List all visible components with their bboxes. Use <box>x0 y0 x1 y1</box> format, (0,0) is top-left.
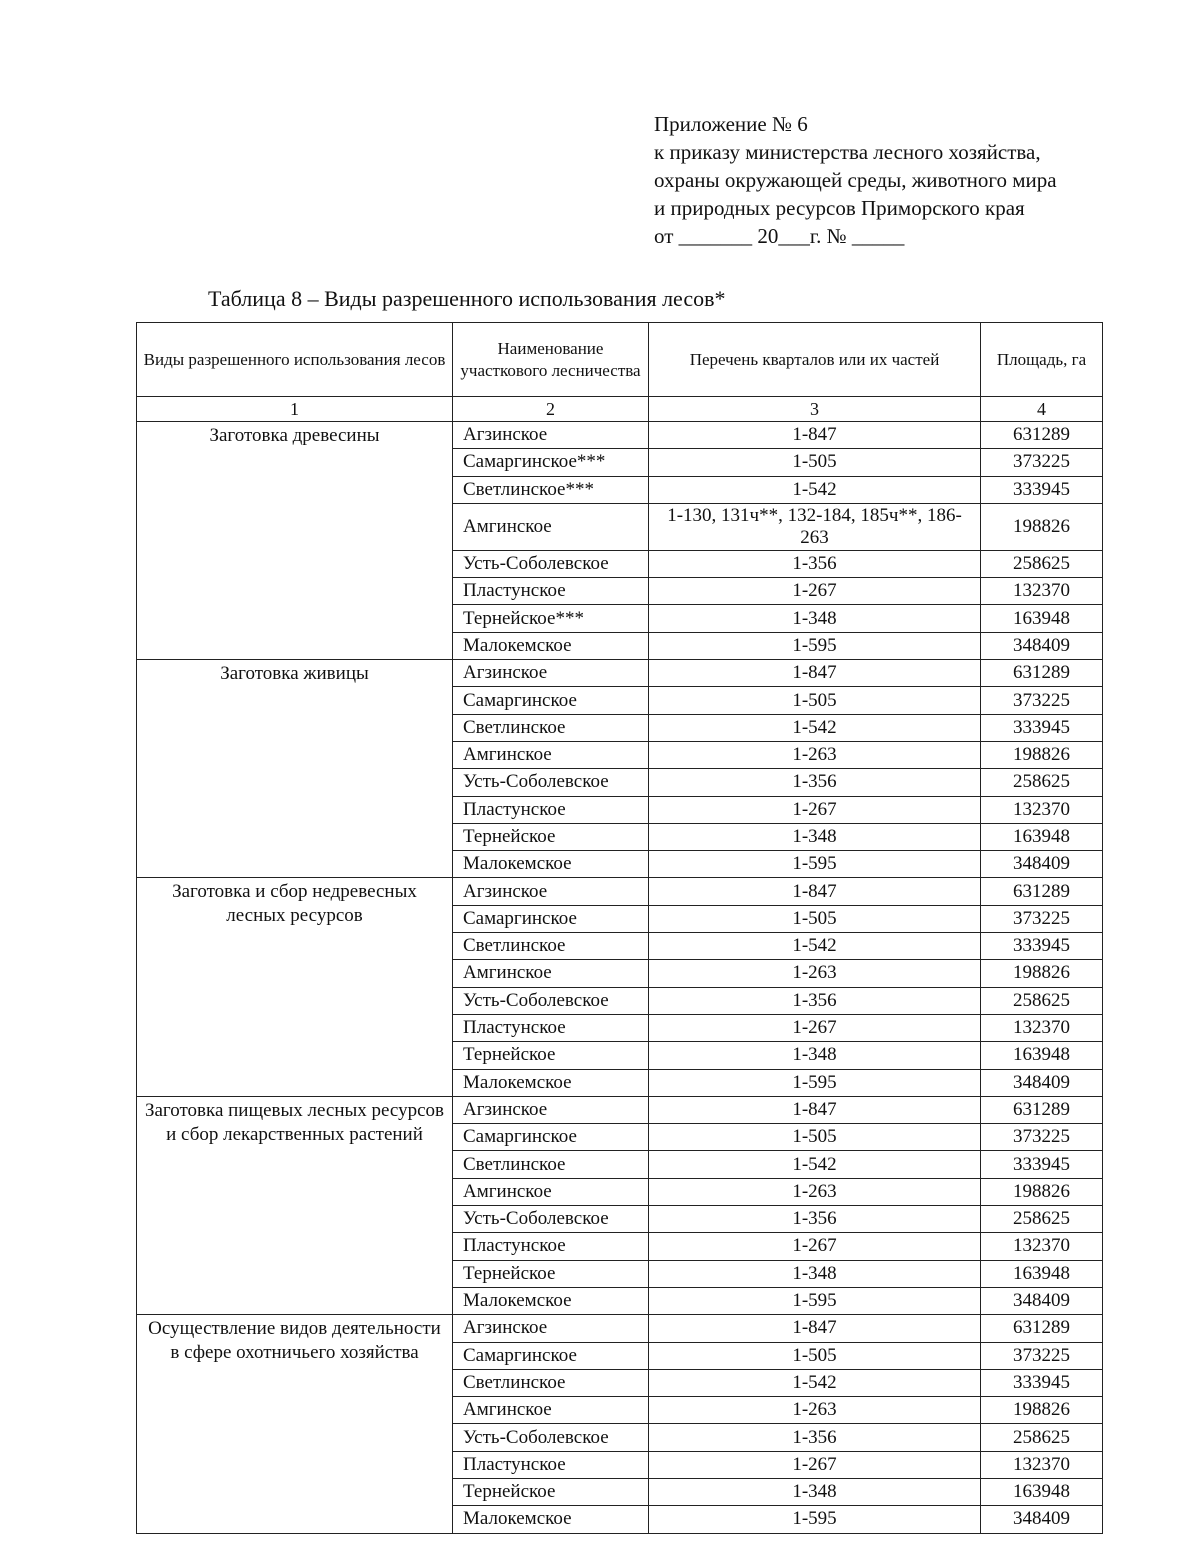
forestry-cell: Амгинское <box>453 503 649 550</box>
table-row <box>137 878 1103 905</box>
area-cell: 163948 <box>981 1042 1103 1069</box>
quarters-cell: 1-847 <box>649 1315 981 1342</box>
area-cell: 258625 <box>981 1206 1103 1233</box>
table-body <box>137 422 1103 1534</box>
quarters-cell: 1-348 <box>649 1478 981 1505</box>
quarters-cell: 1-348 <box>649 1042 981 1069</box>
area-cell: 198826 <box>981 960 1103 987</box>
area-cell: 198826 <box>981 1397 1103 1424</box>
area-cell: 163948 <box>981 823 1103 850</box>
quarters-cell: 1-348 <box>649 1260 981 1287</box>
area-cell: 333945 <box>981 933 1103 960</box>
appendix-line: Приложение № 6 <box>654 112 808 136</box>
column-header: Перечень кварталов или их частей <box>649 323 981 397</box>
area-cell: 258625 <box>981 1424 1103 1451</box>
area-cell: 163948 <box>981 1478 1103 1505</box>
forestry-cell: Амгинское <box>453 960 649 987</box>
forestry-cell: Пластунское <box>453 1451 649 1478</box>
use-type-cell: Заготовка древесины <box>137 422 453 660</box>
quarters-cell: 1-542 <box>649 476 981 503</box>
area-cell: 348409 <box>981 1287 1103 1314</box>
area-cell: 373225 <box>981 1342 1103 1369</box>
area-cell: 163948 <box>981 605 1103 632</box>
appendix-line: к приказу министерства лесного хозяйства, <box>654 140 1041 164</box>
area-cell: 631289 <box>981 878 1103 905</box>
forestry-cell: Малокемское <box>453 1506 649 1533</box>
area-cell: 333945 <box>981 714 1103 741</box>
area-cell: 333945 <box>981 1151 1103 1178</box>
quarters-cell: 1-263 <box>649 741 981 768</box>
area-cell: 373225 <box>981 905 1103 932</box>
quarters-cell: 1-505 <box>649 905 981 932</box>
area-cell: 373225 <box>981 687 1103 714</box>
quarters-cell: 1-595 <box>649 1069 981 1096</box>
forestry-cell: Малокемское <box>453 1069 649 1096</box>
forestry-cell: Тернейское <box>453 1478 649 1505</box>
table-row <box>137 1315 1103 1342</box>
quarters-cell: 1-267 <box>649 1014 981 1041</box>
area-cell: 373225 <box>981 449 1103 476</box>
forestry-cell: Пластунское <box>453 578 649 605</box>
area-cell: 348409 <box>981 1069 1103 1096</box>
quarters-cell: 1-847 <box>649 1096 981 1123</box>
area-cell: 198826 <box>981 1178 1103 1205</box>
forestry-cell: Тернейское <box>453 1042 649 1069</box>
forestry-cell: Малокемское <box>453 632 649 659</box>
column-header: Площадь, га <box>981 323 1103 397</box>
forestry-cell: Светлинское <box>453 933 649 960</box>
appendix-header <box>654 110 1057 250</box>
use-type-cell: Заготовка и сбор недревесных лесных ресурсов <box>137 878 453 1096</box>
quarters-cell: 1-505 <box>649 687 981 714</box>
quarters-cell: 1-542 <box>649 933 981 960</box>
area-cell: 631289 <box>981 660 1103 687</box>
forest-use-table <box>136 322 1103 1534</box>
forestry-cell: Амгинское <box>453 741 649 768</box>
forestry-cell: Тернейское <box>453 823 649 850</box>
area-cell: 132370 <box>981 1451 1103 1478</box>
area-cell: 631289 <box>981 1315 1103 1342</box>
quarters-cell: 1-847 <box>649 660 981 687</box>
forestry-cell: Усть-Соболевское <box>453 1206 649 1233</box>
quarters-cell: 1-263 <box>649 1397 981 1424</box>
quarters-cell: 1-595 <box>649 1506 981 1533</box>
forestry-cell: Пластунское <box>453 1014 649 1041</box>
quarters-cell: 1-542 <box>649 714 981 741</box>
quarters-cell: 1-267 <box>649 578 981 605</box>
quarters-cell: 1-263 <box>649 1178 981 1205</box>
quarters-cell: 1-595 <box>649 851 981 878</box>
column-number: 3 <box>649 397 981 422</box>
quarters-cell: 1-356 <box>649 987 981 1014</box>
appendix-line: от _______ 20___г. № _____ <box>654 224 905 248</box>
forestry-cell: Самаргинское <box>453 905 649 932</box>
column-number-row <box>137 397 1103 422</box>
area-cell: 198826 <box>981 741 1103 768</box>
quarters-cell: 1-348 <box>649 823 981 850</box>
forestry-cell: Тернейское*** <box>453 605 649 632</box>
use-type-cell: Осуществление видов деятельности в сфере охотничьего хозяйства <box>137 1315 453 1533</box>
area-cell: 348409 <box>981 632 1103 659</box>
forestry-cell: Агзинское <box>453 1096 649 1123</box>
column-header: Виды разрешенного использования лесов <box>137 323 453 397</box>
forestry-cell: Светлинское <box>453 1369 649 1396</box>
area-cell: 132370 <box>981 796 1103 823</box>
area-cell: 373225 <box>981 1124 1103 1151</box>
forestry-cell: Усть-Соболевское <box>453 550 649 577</box>
quarters-cell: 1-356 <box>649 769 981 796</box>
forestry-cell: Амгинское <box>453 1178 649 1205</box>
column-number: 1 <box>137 397 453 422</box>
area-cell: 132370 <box>981 578 1103 605</box>
area-cell: 348409 <box>981 851 1103 878</box>
table-row <box>137 422 1103 449</box>
quarters-cell: 1-356 <box>649 550 981 577</box>
forestry-cell: Агзинское <box>453 660 649 687</box>
column-header: Наименование участкового лесничества <box>453 323 649 397</box>
area-cell: 258625 <box>981 987 1103 1014</box>
area-cell: 258625 <box>981 550 1103 577</box>
quarters-cell: 1-267 <box>649 796 981 823</box>
forestry-cell: Самаргинское*** <box>453 449 649 476</box>
area-cell: 333945 <box>981 476 1103 503</box>
quarters-cell: 1-267 <box>649 1233 981 1260</box>
quarters-cell: 1-505 <box>649 449 981 476</box>
area-cell: 631289 <box>981 1096 1103 1123</box>
forestry-cell: Усть-Соболевское <box>453 987 649 1014</box>
forestry-cell: Малокемское <box>453 851 649 878</box>
forestry-cell: Малокемское <box>453 1287 649 1314</box>
quarters-cell: 1-847 <box>649 422 981 449</box>
forestry-cell: Светлинское*** <box>453 476 649 503</box>
quarters-cell: 1-542 <box>649 1151 981 1178</box>
quarters-cell: 1-595 <box>649 632 981 659</box>
forestry-cell: Пластунское <box>453 1233 649 1260</box>
appendix-line: и природных ресурсов Приморского края <box>654 196 1025 220</box>
column-number: 2 <box>453 397 649 422</box>
quarters-cell: 1-130, 131ч**, 132-184, 185ч**, 186-263 <box>649 503 981 550</box>
quarters-cell: 1-505 <box>649 1342 981 1369</box>
quarters-cell: 1-595 <box>649 1287 981 1314</box>
forestry-cell: Самаргинское <box>453 687 649 714</box>
forestry-cell: Тернейское <box>453 1260 649 1287</box>
forestry-cell: Самаргинское <box>453 1124 649 1151</box>
appendix-line: охраны окружающей среды, животного мира <box>654 168 1057 192</box>
area-cell: 631289 <box>981 422 1103 449</box>
forestry-cell: Самаргинское <box>453 1342 649 1369</box>
quarters-cell: 1-542 <box>649 1369 981 1396</box>
forestry-cell: Агзинское <box>453 422 649 449</box>
area-cell: 132370 <box>981 1014 1103 1041</box>
forestry-cell: Амгинское <box>453 1397 649 1424</box>
use-type-cell: Заготовка живицы <box>137 660 453 878</box>
quarters-cell: 1-348 <box>649 605 981 632</box>
forestry-cell: Усть-Соболевское <box>453 769 649 796</box>
column-number: 4 <box>981 397 1103 422</box>
use-type-cell: Заготовка пищевых лесных ресурсов и сбор лекарственных растений <box>137 1096 453 1314</box>
table-row <box>137 660 1103 687</box>
forestry-cell: Усть-Соболевское <box>453 1424 649 1451</box>
area-cell: 333945 <box>981 1369 1103 1396</box>
area-cell: 258625 <box>981 769 1103 796</box>
table-header-row <box>137 323 1103 397</box>
quarters-cell: 1-847 <box>649 878 981 905</box>
area-cell: 132370 <box>981 1233 1103 1260</box>
table-row <box>137 1096 1103 1123</box>
quarters-cell: 1-267 <box>649 1451 981 1478</box>
forestry-cell: Светлинское <box>453 1151 649 1178</box>
quarters-cell: 1-356 <box>649 1206 981 1233</box>
area-cell: 198826 <box>981 503 1103 550</box>
area-cell: 348409 <box>981 1506 1103 1533</box>
area-cell: 163948 <box>981 1260 1103 1287</box>
forestry-cell: Светлинское <box>453 714 649 741</box>
quarters-cell: 1-505 <box>649 1124 981 1151</box>
forestry-cell: Агзинское <box>453 878 649 905</box>
forestry-cell: Агзинское <box>453 1315 649 1342</box>
forestry-cell: Пластунское <box>453 796 649 823</box>
quarters-cell: 1-356 <box>649 1424 981 1451</box>
table-title: Таблица 8 – Виды разрешенного использования лесов* <box>208 286 726 311</box>
quarters-cell: 1-263 <box>649 960 981 987</box>
